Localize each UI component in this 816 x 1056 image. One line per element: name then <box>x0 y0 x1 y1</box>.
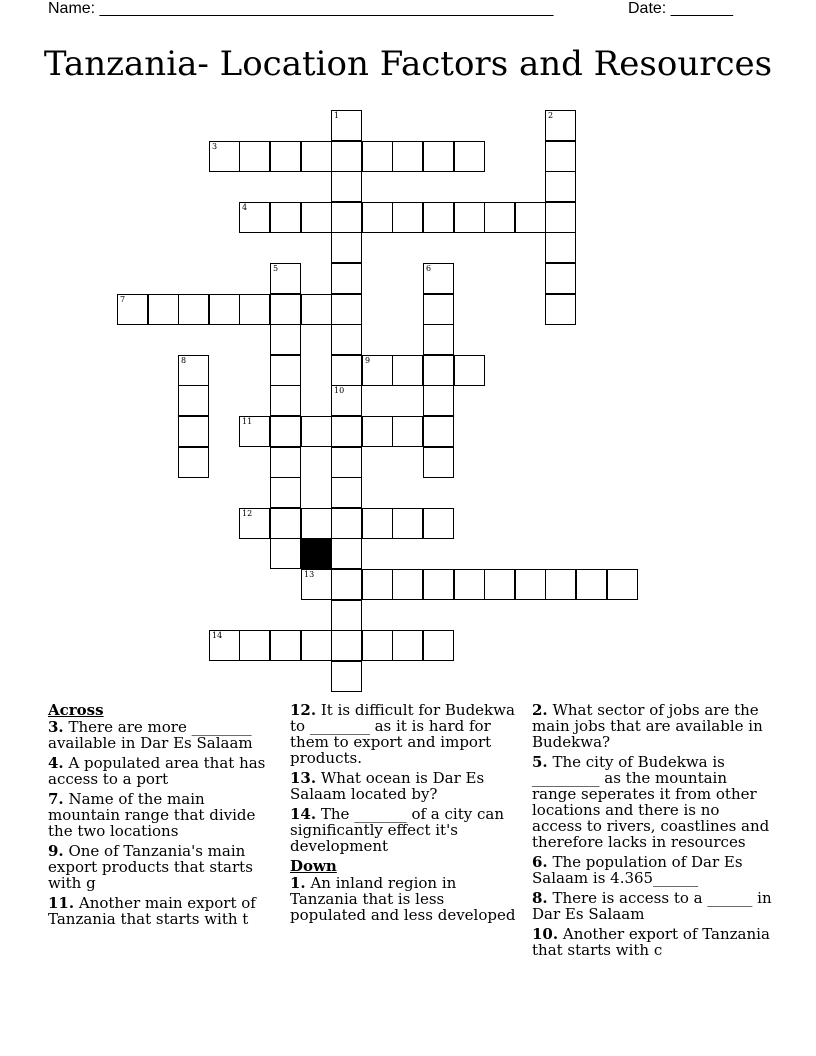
black-cell <box>301 538 332 569</box>
grid-cell[interactable] <box>239 630 270 661</box>
grid-cell[interactable] <box>423 508 454 539</box>
grid-cell[interactable] <box>423 141 454 172</box>
grid-cell[interactable] <box>515 569 546 600</box>
grid-cell[interactable] <box>301 141 332 172</box>
grid-cell[interactable] <box>331 202 362 233</box>
grid-cell[interactable] <box>331 294 362 325</box>
grid-cell[interactable] <box>270 508 301 539</box>
cell-number: 10 <box>334 386 345 395</box>
clue <box>48 719 280 751</box>
cell-number: 8 <box>181 356 187 365</box>
clue-number: 12. <box>290 701 317 719</box>
clue-list <box>290 702 522 854</box>
grid-cell[interactable] <box>392 630 423 661</box>
clue <box>532 854 772 886</box>
grid-cell[interactable] <box>423 355 454 386</box>
grid-cell[interactable] <box>545 110 576 141</box>
cell-number: 6 <box>426 264 432 273</box>
cell-number: 9 <box>365 356 371 365</box>
grid-cell[interactable] <box>270 538 301 569</box>
across-heading: Across <box>48 701 104 719</box>
cell-number: 11 <box>242 417 253 426</box>
grid-cell[interactable] <box>392 569 423 600</box>
grid-cell[interactable] <box>301 294 332 325</box>
grid-cell[interactable] <box>178 294 209 325</box>
clue-number: 5. <box>532 753 548 771</box>
clue-number: 10. <box>532 925 559 943</box>
grid-cell[interactable] <box>362 202 393 233</box>
grid-cell[interactable] <box>392 416 423 447</box>
grid-cell[interactable] <box>545 141 576 172</box>
clue-text: It is difficult for Budekwa to ________ as it is hard for them to export and import products. <box>290 701 515 767</box>
grid-cell[interactable] <box>270 447 301 478</box>
grid-cell[interactable] <box>178 355 209 386</box>
grid-cell[interactable] <box>545 202 576 233</box>
grid-cell[interactable] <box>423 569 454 600</box>
cell-number: 4 <box>242 203 248 212</box>
grid-cell[interactable] <box>148 294 179 325</box>
clue-number: 9. <box>48 842 64 860</box>
cell-number: 12 <box>242 509 253 518</box>
grid-cell[interactable] <box>209 630 240 661</box>
clue-text: What ocean is Dar Es Salaam located by? <box>290 769 485 803</box>
clue-number: 8. <box>532 889 548 907</box>
grid-cell[interactable] <box>423 416 454 447</box>
grid-cell[interactable] <box>576 569 607 600</box>
clue-number: 7. <box>48 790 64 808</box>
grid-cell[interactable] <box>270 202 301 233</box>
date-field[interactable]: Date: _______ <box>628 0 733 17</box>
grid-cell[interactable] <box>423 447 454 478</box>
grid-cell[interactable] <box>331 569 362 600</box>
grid-cell[interactable] <box>270 141 301 172</box>
clue-text: What sector of jobs are the main jobs that are available in Budekwa? <box>532 701 763 751</box>
clue-text: The population of Dar Es Salaam is 4.365______ <box>532 853 743 887</box>
clue-number: 1. <box>290 874 306 892</box>
cell-number: 5 <box>273 264 279 273</box>
clues-column-3 <box>532 702 772 962</box>
clue <box>48 791 280 839</box>
clue <box>532 890 772 922</box>
grid-cell[interactable] <box>392 141 423 172</box>
grid-cell[interactable] <box>331 232 362 263</box>
grid-cell[interactable] <box>484 202 515 233</box>
clue-number: 3. <box>48 718 64 736</box>
grid-cell[interactable] <box>301 416 332 447</box>
grid-cell[interactable] <box>331 110 362 141</box>
clue <box>290 702 522 766</box>
clue <box>48 755 280 787</box>
cell-number: 2 <box>548 111 554 120</box>
clue <box>290 770 522 802</box>
down-heading: Down <box>290 857 337 875</box>
clue-text: Another main export of Tanzania that starts with t <box>48 894 256 928</box>
grid-cell[interactable] <box>270 324 301 355</box>
grid-cell[interactable] <box>362 355 393 386</box>
clue-text: One of Tanzania's main export products that starts with g <box>48 842 253 892</box>
grid-cell[interactable] <box>331 508 362 539</box>
grid-cell[interactable] <box>270 355 301 386</box>
clue-number: 6. <box>532 853 548 871</box>
grid-cell[interactable] <box>270 477 301 508</box>
cell-number: 13 <box>304 570 315 579</box>
name-field[interactable]: Name: ___________________________________________________ <box>48 0 554 17</box>
grid-cell[interactable] <box>331 600 362 631</box>
grid-cell[interactable] <box>607 569 638 600</box>
clue-number: 4. <box>48 754 64 772</box>
grid-cell[interactable] <box>423 263 454 294</box>
grid-cell[interactable] <box>423 630 454 661</box>
grid-cell[interactable] <box>362 569 393 600</box>
clue <box>48 843 280 891</box>
grid-cell[interactable] <box>178 385 209 416</box>
cell-number: 3 <box>212 142 218 151</box>
clue <box>290 875 522 923</box>
grid-cell[interactable] <box>239 202 270 233</box>
grid-cell[interactable] <box>331 661 362 692</box>
grid-cell[interactable] <box>270 630 301 661</box>
cell-number: 14 <box>212 631 223 640</box>
grid-cell[interactable] <box>331 477 362 508</box>
grid-cell[interactable] <box>331 385 362 416</box>
grid-cell[interactable] <box>545 569 576 600</box>
grid-cell[interactable] <box>117 294 148 325</box>
grid-cell[interactable] <box>239 416 270 447</box>
cell-number: 1 <box>334 111 340 120</box>
grid-cell[interactable] <box>331 171 362 202</box>
clue-text: The _______ of a city can significantly effect it's development <box>290 805 504 855</box>
grid-cell[interactable] <box>362 141 393 172</box>
grid-cell[interactable] <box>362 630 393 661</box>
grid-cell[interactable] <box>454 569 485 600</box>
grid-cell[interactable] <box>392 355 423 386</box>
clue <box>290 806 522 854</box>
grid-cell[interactable] <box>362 416 393 447</box>
grid-cell[interactable] <box>301 508 332 539</box>
grid-cell[interactable] <box>423 385 454 416</box>
page-title: Tanzania- Location Factors and Resources <box>43 44 773 84</box>
grid-cell[interactable] <box>423 294 454 325</box>
grid-cell[interactable] <box>270 294 301 325</box>
grid-cell[interactable] <box>484 569 515 600</box>
clue-text: The city of Budekwa is _________ as the mountain range seperates it from other locations and there is no access to rivers, coastlines and therefore lacks in resources <box>532 753 770 851</box>
clue-text: There are more ________ available in Dar Es Salaam <box>48 718 253 752</box>
grid-cell[interactable] <box>331 538 362 569</box>
clue <box>532 926 772 958</box>
grid-cell[interactable] <box>178 447 209 478</box>
clue <box>532 754 772 850</box>
grid-cell[interactable] <box>392 202 423 233</box>
clue-text: Another export of Tanzania that starts with c <box>532 925 770 959</box>
grid-cell[interactable] <box>392 508 423 539</box>
cell-number: 7 <box>120 295 126 304</box>
grid-cell[interactable] <box>545 294 576 325</box>
clue-text: Name of the main mountain range that divide the two locations <box>48 790 256 840</box>
clue-text: A populated area that has access to a port <box>48 754 266 788</box>
grid-cell[interactable] <box>270 416 301 447</box>
clue-number: 14. <box>290 805 317 823</box>
clues-column-2 <box>290 702 522 927</box>
clue <box>532 702 772 750</box>
grid-cell[interactable] <box>301 630 332 661</box>
grid-cell[interactable] <box>301 569 332 600</box>
clue <box>48 895 280 927</box>
grid-cell[interactable] <box>545 263 576 294</box>
grid-cell[interactable] <box>545 232 576 263</box>
grid-cell[interactable] <box>331 355 362 386</box>
grid-cell[interactable] <box>331 416 362 447</box>
grid-cell[interactable] <box>209 141 240 172</box>
clue-list <box>48 719 280 927</box>
grid-cell[interactable] <box>239 294 270 325</box>
grid-cell[interactable] <box>331 324 362 355</box>
grid-cell[interactable] <box>270 263 301 294</box>
grid-cell[interactable] <box>178 416 209 447</box>
clue-text: There is access to a ______ in Dar Es Salaam <box>532 889 772 923</box>
grid-cell[interactable] <box>331 447 362 478</box>
grid-cell[interactable] <box>209 294 240 325</box>
clue-list <box>532 702 772 958</box>
grid-cell[interactable] <box>454 141 485 172</box>
grid-cell[interactable] <box>454 202 485 233</box>
grid-cell[interactable] <box>270 385 301 416</box>
grid-cell[interactable] <box>331 141 362 172</box>
grid-cell[interactable] <box>331 630 362 661</box>
clue-list <box>290 875 522 923</box>
grid-cell[interactable] <box>454 355 485 386</box>
clues-column-1 <box>48 702 280 931</box>
grid-cell[interactable] <box>362 508 393 539</box>
clue-text: An inland region in Tanzania that is less populated and less developed <box>290 874 516 924</box>
clue-number: 2. <box>532 701 548 719</box>
clue-number: 11. <box>48 894 75 912</box>
grid-cell[interactable] <box>239 141 270 172</box>
grid-cell[interactable] <box>423 202 454 233</box>
grid-cell[interactable] <box>331 263 362 294</box>
grid-cell[interactable] <box>545 171 576 202</box>
grid-cell[interactable] <box>239 508 270 539</box>
grid-cell[interactable] <box>423 324 454 355</box>
clue-number: 13. <box>290 769 317 787</box>
grid-cell[interactable] <box>301 202 332 233</box>
grid-cell[interactable] <box>515 202 546 233</box>
